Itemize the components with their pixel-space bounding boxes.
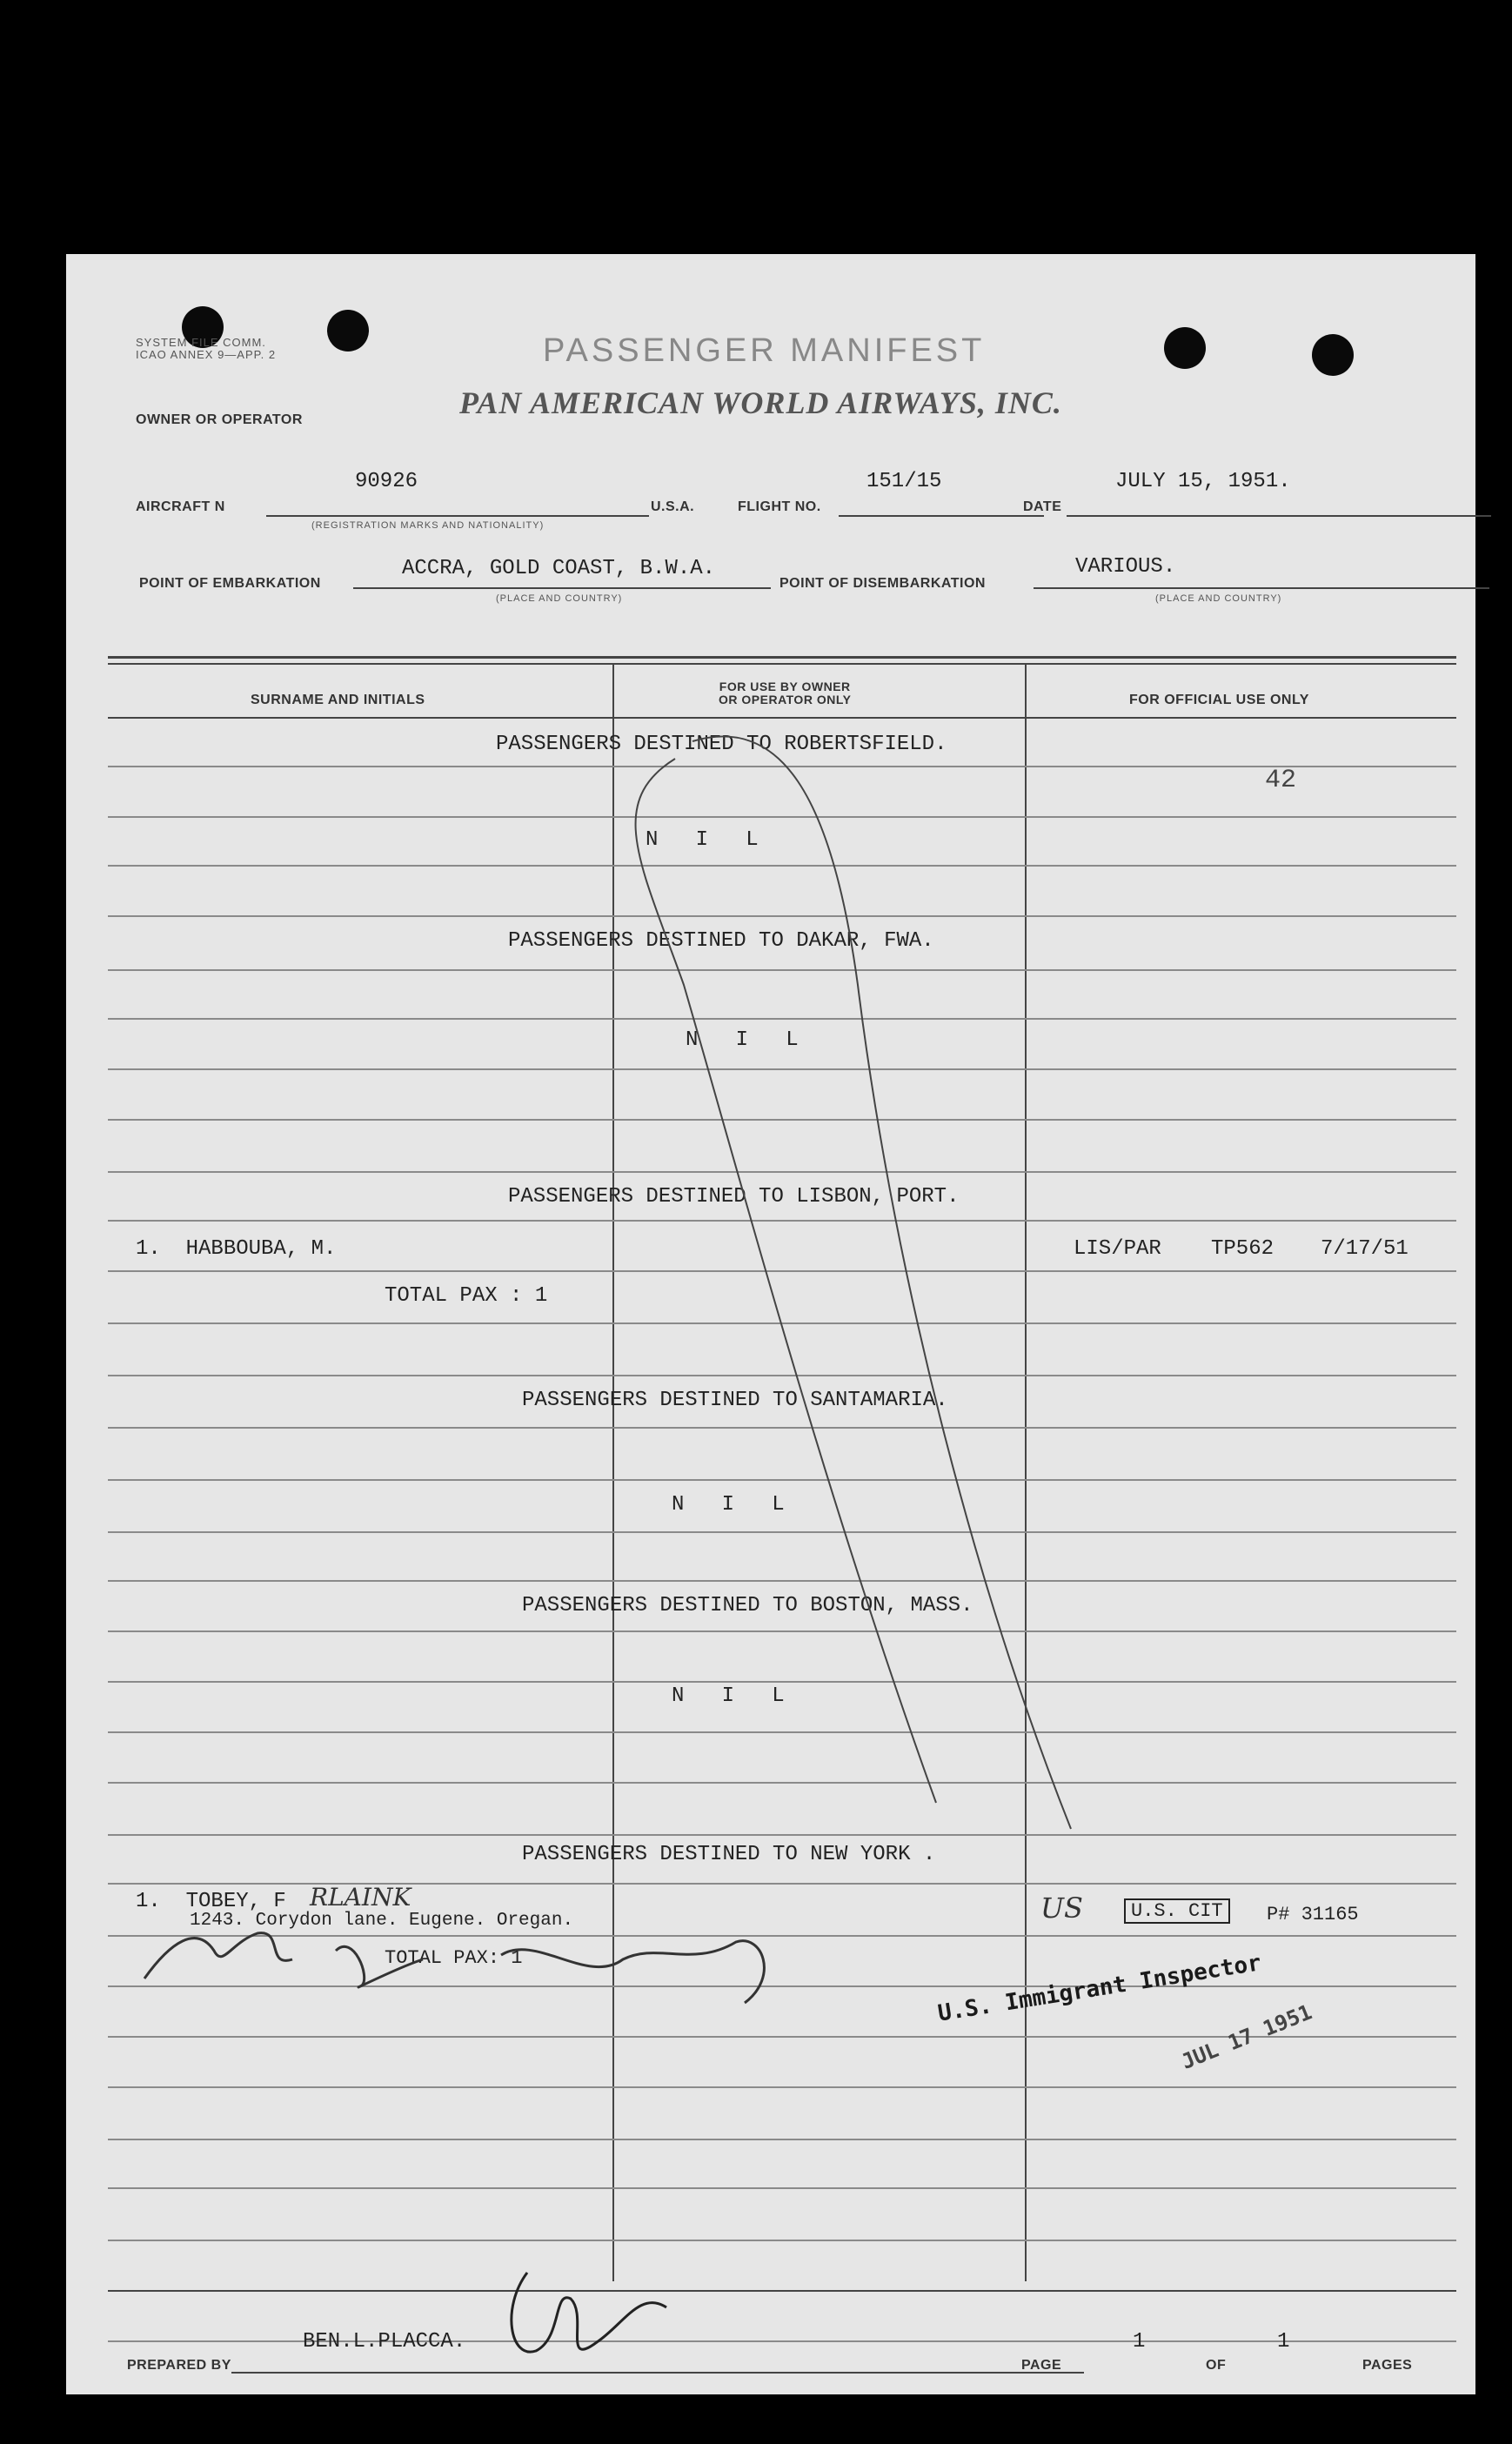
section-lisbon: PASSENGERS DESTINED TO LISBON, PORT.: [508, 1185, 960, 1209]
us-citizen-box: U.S. CIT: [1124, 1898, 1230, 1924]
date-value: JULY 15, 1951.: [1115, 470, 1291, 493]
section-boston-nil: N I L: [672, 1684, 785, 1708]
place-caption-1: (PLACE AND COUNTRY): [496, 593, 623, 604]
newyork-address: 1243. Corydon lane. Eugene. Oregan.: [190, 1911, 574, 1931]
aircraft-value: 90926: [355, 470, 418, 493]
disembarkation-value: VARIOUS.: [1075, 555, 1176, 579]
pen-strokes: [553, 724, 1180, 2029]
date-label: DATE: [1023, 499, 1062, 514]
col-header-owner-use: FOR USE BY OWNER OR OPERATOR ONLY: [719, 680, 852, 706]
airline-name: PAN AMERICAN WORLD AIRWAYS, INC.: [459, 385, 1062, 420]
disembarkation-label: POINT OF DISEMBARKATION: [779, 576, 986, 591]
form-ref: SYSTEM FILE COMM. ICAO ANNEX 9—APP. 2: [136, 336, 277, 361]
section-dakar: PASSENGERS DESTINED TO DAKAR, FWA.: [508, 929, 934, 953]
usa-label: U.S.A.: [651, 499, 695, 514]
lisbon-passenger: 1. HABBOUBA, M.: [136, 1237, 337, 1261]
page-total: 1: [1277, 2330, 1290, 2354]
newyork-passenger: 1. TOBEY, F: [136, 1890, 286, 1913]
preparer-signature: [492, 2255, 701, 2386]
section-robertsfield: PASSENGERS DESTINED TO ROBERTSFIELD.: [496, 733, 947, 756]
section-santamaria: PASSENGERS DESTINED TO SANTAMARIA.: [522, 1389, 948, 1412]
col-header-surname: SURNAME AND INITIALS: [251, 693, 425, 707]
manifest-page: [66, 254, 1475, 2394]
pages-label: PAGES: [1362, 2358, 1413, 2373]
form-title: PASSENGER MANIFEST: [543, 332, 986, 369]
flight-value: 151/15: [866, 470, 942, 493]
newyork-official-mark: US: [1040, 1892, 1083, 1925]
punch-hole-4: [1312, 334, 1354, 376]
lisbon-official-ticket: TP562: [1211, 1237, 1274, 1261]
prepared-by-name: BEN.L.PLACCA.: [303, 2330, 466, 2354]
embarkation-label: POINT OF EMBARKATION: [139, 576, 321, 591]
registration-caption: (REGISTRATION MARKS AND NATIONALITY): [311, 520, 545, 531]
flight-label: FLIGHT NO.: [738, 499, 821, 514]
page-number: 1: [1133, 2330, 1146, 2354]
immigrant-inspector-stamp: U.S. Immigrant Inspector: [936, 1950, 1263, 2027]
official-number: 42: [1265, 766, 1297, 795]
lisbon-official-date: 7/17/51: [1321, 1237, 1408, 1261]
owner-label: OWNER OR OPERATOR: [136, 412, 303, 427]
punch-hole-2: [327, 310, 369, 352]
prepared-by-label: PREPARED BY: [127, 2358, 231, 2373]
of-label: OF: [1206, 2358, 1227, 2373]
section-santamaria-nil: N I L: [672, 1493, 785, 1517]
col-header-official: FOR OFFICIAL USE ONLY: [1129, 693, 1309, 707]
punch-hole-3: [1164, 327, 1206, 369]
newyork-total: TOTAL PAX: 1: [385, 1947, 523, 1969]
newyork-passenger-handwritten-name: RLAINK: [310, 1883, 411, 1912]
place-caption-2: (PLACE AND COUNTRY): [1155, 593, 1282, 604]
aircraft-label: AIRCRAFT N: [136, 499, 225, 514]
newyork-official-number: P# 31165: [1267, 1904, 1359, 1925]
section-dakar-nil: N I L: [686, 1028, 799, 1052]
embarkation-value: ACCRA, GOLD COAST, B.W.A.: [402, 557, 716, 580]
section-newyork: PASSENGERS DESTINED TO NEW YORK .: [522, 1843, 936, 1866]
section-boston: PASSENGERS DESTINED TO BOSTON, MASS.: [522, 1594, 973, 1617]
stamp-date: JUL 17 1951: [1178, 1999, 1315, 2074]
page-label: PAGE: [1021, 2358, 1062, 2373]
section-robertsfield-nil: N I L: [646, 828, 759, 852]
lisbon-official-route: LIS/PAR: [1074, 1237, 1161, 1261]
lisbon-total: TOTAL PAX : 1: [385, 1284, 548, 1308]
